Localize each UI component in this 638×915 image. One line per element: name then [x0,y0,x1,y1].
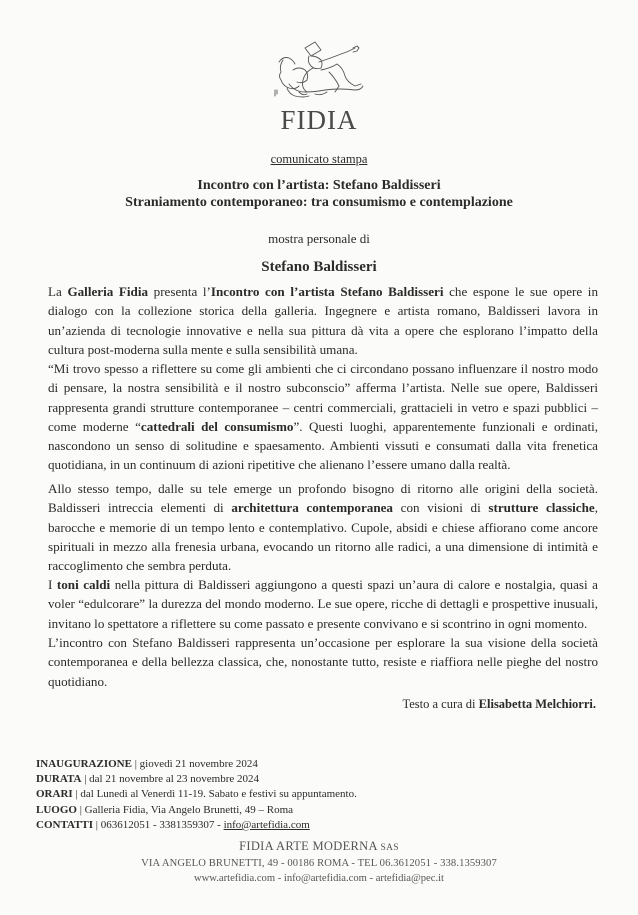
curator-name: Elisabetta Melchiorri. [478,697,596,711]
event-info [36,757,357,833]
artist-name: Stefano Baldisseri [261,259,377,275]
paragraph-3 [48,479,598,575]
email-link[interactable]: info@artefidia.com [223,818,310,831]
bold-text: Incontro con l’artista Stefano Baldisseri [210,284,444,299]
info-value: giovedì 21 novembre 2024 [139,758,258,770]
footer-web: www.artefidia.com - info@artefidia.com - artefidia@pec.it [193,873,444,884]
kicker-label: comunicato stampa [270,152,368,166]
logo [0,40,638,100]
bold-text: strutture classiche [488,500,595,516]
title-line-2: Straniamento contemporaneo: tra consumismo e contemplazione [125,195,513,210]
footer-company [0,838,638,856]
info-row-contatti [36,818,357,833]
info-label: CONTATTI [36,818,94,831]
text: che espone le sue opere in dialogo con la collezione storica della galleria. Ingegnere e artista romano, Baldisseri lavora in un’azienda di tecnologie innovative e nella sua pittura dà vita a opere che esplorano l’impatto della cultura post-moderna sulla mente e sulla sensibilità umana. [48,284,598,357]
info-value: 063612051 - 3381359307 - [100,818,224,831]
info-separator: | [131,758,140,770]
text: , barocche e memorie di un tempo lento e contemplativo. Cupole, absidi e chiese affiorano come ancore spirituali in mezzo alla frenesia urbana, evocando un ritorno alle radici, a una dimensione di intimità e raccoglimento che sembra perduta. [48,500,598,574]
info-row-orari [36,787,357,802]
info-label: LUOGO [36,803,77,816]
bold-text: cattedrali del consumismo [140,418,294,434]
info-separator: | [72,788,81,801]
text: La [48,284,68,299]
paragraph-1 [48,282,598,359]
info-row-luogo [36,803,357,818]
info-separator: | [81,773,90,786]
text: ”. Questi luoghi, apparentemente funzionali e ordinati, nascondono un senso di solitudine e spaesamento. Ambienti vissuti e consumati dalla vita frenetica quotidiana, in un continuum di azioni ripetitive che alienano l’essere umano dalla realtà. [48,418,598,473]
bold-text: architettura contemporanea [231,500,393,516]
info-value: dal 21 novembre al 23 novembre 2024 [89,773,259,786]
company-suffix: SAS [380,843,399,853]
info-value: dal Lunedì al Venerdì 11-19. Sabato e festivi su appuntamento. [80,788,357,801]
paragraph-2 [48,359,598,475]
footer-address: VIA ANGELO BRUNETTI, 49 - 00186 ROMA - TEL 06.3612051 - 338.1359307 [141,858,497,869]
paragraph-4 [48,575,598,633]
text: presenta l’ [148,284,211,299]
text: L’incontro con Stefano Baldisseri rappresenta un’occasione per esplorare la sua visione della società contemporanea e della bellezza classica, che, nonostante tutto, resiste e riaffiora nelle pieghe del nostro quotidiano. [48,635,598,689]
text: nella pittura di Baldisseri aggiungono a questi spazi un’aura di calore e nostalgia, quasi a voler “edulcorare” la durezza del mondo moderno. Le sue opere, ricche di dettagli e prospettive inusuali, invitano lo spettatore a riflettere su come passato e presente convivano e si scontrino in ogni momento. [48,577,598,631]
info-row-inaugurazione [36,757,357,772]
info-label: ORARI [36,788,73,801]
text: Allo stesso tempo, dalle su tele emerge un profondo bisogno di ritorno alle origini della società. Baldisseri intreccia elementi di [48,481,598,516]
info-label: INAUGURAZIONE [36,758,132,770]
bold-text: toni caldi [56,577,111,592]
footer [0,838,638,886]
info-separator: | [93,818,101,831]
paragraph-5 [48,633,598,691]
title-line-1: Incontro con l’artista: Stefano Baldisseri [197,178,441,193]
info-value: Galleria Fidia, Via Angelo Brunetti, 49 – Roma [84,803,294,816]
info-label: DURATA [36,773,82,786]
bold-text: Galleria Fidia [67,284,149,299]
curator-credit [402,697,596,712]
info-separator: | [76,803,85,816]
subtitle: mostra personale di [268,231,370,246]
text: con visioni di [392,500,489,516]
reclining-figure-icon [269,40,369,100]
text: “Mi trovo spesso a riflettere su come gli ambienti che ci circondano possano influenzare il nostro modo di pensare, la nostra sensibilità e il nostro subconscio” afferma l’artista. Nelle sue opere, Baldisseri rappresenta grandi strutture contemporanee – centri commerciali, grattacieli in vetro e spazi pubblici – come moderne “ [48,361,598,434]
curator-prefix: Testo a cura di [402,697,479,711]
logo-wordmark: FIDIA [280,105,358,135]
info-row-durata [36,772,357,787]
text: I [48,577,57,592]
company-name: FIDIA ARTE MODERNA [239,839,378,853]
